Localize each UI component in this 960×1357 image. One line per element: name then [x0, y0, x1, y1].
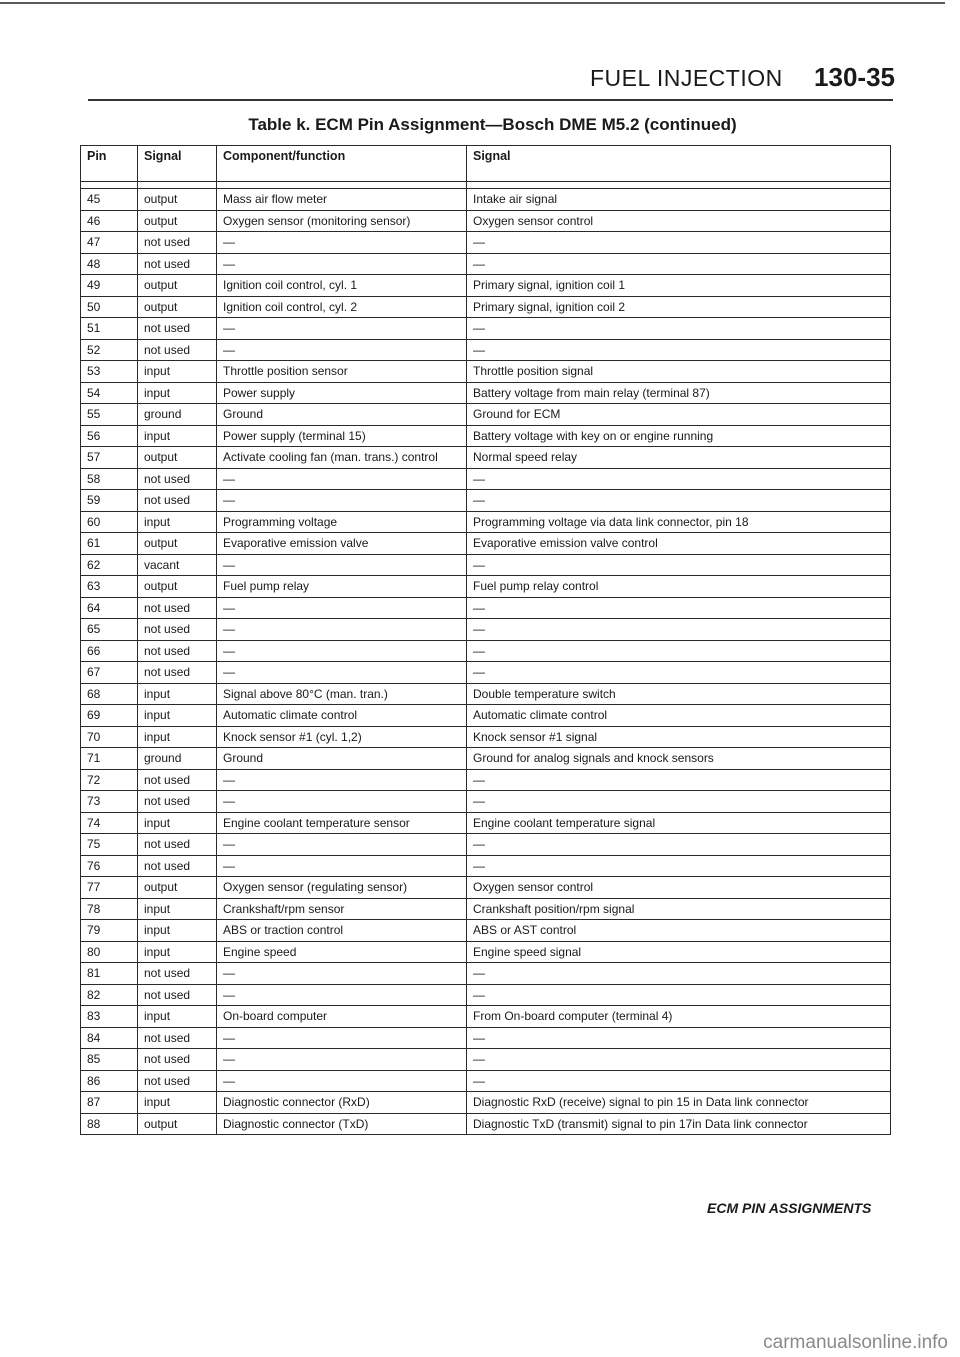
signal-type-cell: output — [138, 533, 217, 555]
table-row — [81, 748, 891, 770]
table-row — [81, 533, 891, 555]
signal-description-cell: — — [467, 1070, 891, 1092]
signal-type-cell: input — [138, 920, 217, 942]
signal-description-cell: Crankshaft position/rpm signal — [467, 898, 891, 920]
table-row — [81, 468, 891, 490]
component-cell: — — [217, 1049, 467, 1071]
signal-description-cell: — — [467, 339, 891, 361]
pin-cell: 71 — [81, 748, 138, 770]
table-row — [81, 963, 891, 985]
pin-cell: 64 — [81, 597, 138, 619]
signal-description-cell: — — [467, 1027, 891, 1049]
header-rule — [88, 99, 893, 101]
pin-cell: 59 — [81, 490, 138, 512]
component-cell: Ignition coil control, cyl. 1 — [217, 275, 467, 297]
component-cell: Fuel pump relay — [217, 576, 467, 598]
component-cell: Oxygen sensor (monitoring sensor) — [217, 210, 467, 232]
column-header-pin: Pin — [81, 146, 138, 182]
component-cell: — — [217, 318, 467, 340]
component-cell: — — [217, 791, 467, 813]
component-cell: Power supply (terminal 15) — [217, 425, 467, 447]
table-row — [81, 1027, 891, 1049]
component-cell: Automatic climate control — [217, 705, 467, 727]
signal-description-cell: Diagnostic RxD (receive) signal to pin 15 in Data link connector — [467, 1092, 891, 1114]
component-cell: Throttle position sensor — [217, 361, 467, 383]
signal-type-cell: input — [138, 425, 217, 447]
pin-cell: 69 — [81, 705, 138, 727]
signal-description-cell: Oxygen sensor control — [467, 877, 891, 899]
table-row — [81, 554, 891, 576]
section-title: FUEL INJECTION — [590, 65, 783, 91]
table-row — [81, 662, 891, 684]
component-cell: Signal above 80°C (man. tran.) — [217, 683, 467, 705]
signal-type-cell: input — [138, 812, 217, 834]
signal-type-cell: not used — [138, 318, 217, 340]
table-row — [81, 576, 891, 598]
signal-type-cell: not used — [138, 597, 217, 619]
component-cell: — — [217, 597, 467, 619]
signal-description-cell: Evaporative emission valve control — [467, 533, 891, 555]
signal-type-cell: not used — [138, 1027, 217, 1049]
pin-cell: 53 — [81, 361, 138, 383]
signal-description-cell: — — [467, 253, 891, 275]
component-cell: — — [217, 1070, 467, 1092]
signal-description-cell: — — [467, 769, 891, 791]
component-cell: Evaporative emission valve — [217, 533, 467, 555]
signal-type-cell: not used — [138, 468, 217, 490]
signal-type-cell: input — [138, 1092, 217, 1114]
component-cell: Crankshaft/rpm sensor — [217, 898, 467, 920]
signal-type-cell: not used — [138, 640, 217, 662]
component-cell: Engine coolant temperature sensor — [217, 812, 467, 834]
table-row — [81, 490, 891, 512]
signal-description-cell: — — [467, 468, 891, 490]
column-header-component: Component/function — [217, 146, 467, 182]
table-row — [81, 726, 891, 748]
signal-type-cell: input — [138, 1006, 217, 1028]
component-cell: — — [217, 640, 467, 662]
signal-type-cell: ground — [138, 748, 217, 770]
signal-description-cell: Primary signal, ignition coil 1 — [467, 275, 891, 297]
component-cell: — — [217, 619, 467, 641]
signal-type-cell: output — [138, 296, 217, 318]
component-cell: — — [217, 855, 467, 877]
signal-description-cell: From On-board computer (terminal 4) — [467, 1006, 891, 1028]
component-cell: Oxygen sensor (regulating sensor) — [217, 877, 467, 899]
table-row — [81, 834, 891, 856]
signal-description-cell: Diagnostic TxD (transmit) signal to pin 17in Data link connector — [467, 1113, 891, 1135]
pin-cell: 63 — [81, 576, 138, 598]
column-header-signal-description: Signal — [467, 146, 891, 182]
table-row — [81, 447, 891, 469]
component-cell: — — [217, 232, 467, 254]
signal-type-cell: output — [138, 1113, 217, 1135]
signal-type-cell: output — [138, 877, 217, 899]
signal-type-cell: not used — [138, 619, 217, 641]
signal-description-cell: Programming voltage via data link connector, pin 18 — [467, 511, 891, 533]
signal-type-cell: not used — [138, 253, 217, 275]
pin-cell: 85 — [81, 1049, 138, 1071]
pin-cell: 84 — [81, 1027, 138, 1049]
signal-description-cell: Battery voltage with key on or engine running — [467, 425, 891, 447]
signal-type-cell: not used — [138, 490, 217, 512]
signal-type-cell: input — [138, 726, 217, 748]
signal-description-cell: — — [467, 855, 891, 877]
signal-description-cell: Engine coolant temperature signal — [467, 812, 891, 834]
table-row — [81, 232, 891, 254]
watermark: carmanualsonline.info — [763, 1332, 948, 1353]
signal-type-cell: not used — [138, 834, 217, 856]
signal-description-cell: Ground for ECM — [467, 404, 891, 426]
top-rule — [0, 2, 945, 4]
component-cell: — — [217, 963, 467, 985]
component-cell: Ignition coil control, cyl. 2 — [217, 296, 467, 318]
component-cell: — — [217, 253, 467, 275]
table-row — [81, 877, 891, 899]
component-cell: Knock sensor #1 (cyl. 1,2) — [217, 726, 467, 748]
signal-description-cell: — — [467, 554, 891, 576]
column-header-signal: Signal — [138, 146, 217, 182]
component-cell: Diagnostic connector (RxD) — [217, 1092, 467, 1114]
pin-cell: 72 — [81, 769, 138, 791]
table-row — [81, 425, 891, 447]
signal-type-cell: not used — [138, 1070, 217, 1092]
table-row — [81, 920, 891, 942]
signal-description-cell: — — [467, 318, 891, 340]
signal-type-cell: output — [138, 189, 217, 211]
signal-type-cell: input — [138, 382, 217, 404]
pin-cell: 55 — [81, 404, 138, 426]
pin-cell: 75 — [81, 834, 138, 856]
table-row — [81, 275, 891, 297]
pin-cell: 51 — [81, 318, 138, 340]
table-row — [81, 683, 891, 705]
signal-type-cell: not used — [138, 855, 217, 877]
component-cell: — — [217, 769, 467, 791]
component-cell: Ground — [217, 404, 467, 426]
signal-description-cell: Ground for analog signals and knock sensors — [467, 748, 891, 770]
signal-description-cell: Intake air signal — [467, 189, 891, 211]
footer-label: ECM PIN ASSIGNMENTS — [707, 1200, 872, 1216]
table-spacer-row — [81, 182, 891, 189]
signal-description-cell: — — [467, 1049, 891, 1071]
component-cell: Mass air flow meter — [217, 189, 467, 211]
table-row — [81, 619, 891, 641]
table-header-row — [81, 146, 891, 182]
page-number: 130-35 — [814, 62, 895, 92]
pin-cell: 58 — [81, 468, 138, 490]
spacer-cell — [138, 182, 217, 189]
signal-type-cell: not used — [138, 232, 217, 254]
table-row — [81, 296, 891, 318]
signal-description-cell: ABS or AST control — [467, 920, 891, 942]
table-row — [81, 941, 891, 963]
pin-cell: 68 — [81, 683, 138, 705]
pin-cell: 76 — [81, 855, 138, 877]
pin-cell: 65 — [81, 619, 138, 641]
table-row — [81, 791, 891, 813]
component-cell: — — [217, 468, 467, 490]
pin-cell: 86 — [81, 1070, 138, 1092]
signal-description-cell: Battery voltage from main relay (terminal 87) — [467, 382, 891, 404]
table-row — [81, 855, 891, 877]
table-row — [81, 382, 891, 404]
component-cell: — — [217, 662, 467, 684]
pin-cell: 57 — [81, 447, 138, 469]
signal-description-cell: — — [467, 984, 891, 1006]
component-cell: — — [217, 554, 467, 576]
table-row — [81, 1049, 891, 1071]
component-cell: Activate cooling fan (man. trans.) control — [217, 447, 467, 469]
pin-cell: 56 — [81, 425, 138, 447]
component-cell: Power supply — [217, 382, 467, 404]
signal-description-cell: — — [467, 490, 891, 512]
pin-cell: 87 — [81, 1092, 138, 1114]
signal-type-cell: input — [138, 705, 217, 727]
signal-description-cell: Automatic climate control — [467, 705, 891, 727]
signal-type-cell: not used — [138, 791, 217, 813]
pin-cell: 54 — [81, 382, 138, 404]
signal-type-cell: output — [138, 210, 217, 232]
signal-type-cell: output — [138, 275, 217, 297]
table-row — [81, 1070, 891, 1092]
signal-type-cell: vacant — [138, 554, 217, 576]
spacer-cell — [217, 182, 467, 189]
table-row — [81, 210, 891, 232]
component-cell: On-board computer — [217, 1006, 467, 1028]
component-cell: — — [217, 984, 467, 1006]
table-row — [81, 984, 891, 1006]
signal-description-cell: Double temperature switch — [467, 683, 891, 705]
signal-type-cell: input — [138, 941, 217, 963]
table-title: Table k. ECM Pin Assignment—Bosch DME M5.2 (continued) — [248, 115, 737, 134]
table-row — [81, 597, 891, 619]
pin-cell: 50 — [81, 296, 138, 318]
signal-type-cell: input — [138, 511, 217, 533]
pin-cell: 81 — [81, 963, 138, 985]
pin-cell: 83 — [81, 1006, 138, 1028]
signal-description-cell: Oxygen sensor control — [467, 210, 891, 232]
signal-type-cell: not used — [138, 963, 217, 985]
signal-description-cell: Throttle position signal — [467, 361, 891, 383]
signal-description-cell: — — [467, 963, 891, 985]
signal-description-cell: — — [467, 834, 891, 856]
table-row — [81, 898, 891, 920]
signal-type-cell: output — [138, 576, 217, 598]
pin-cell: 73 — [81, 791, 138, 813]
signal-description-cell: — — [467, 662, 891, 684]
pin-cell: 70 — [81, 726, 138, 748]
pin-cell: 79 — [81, 920, 138, 942]
table-row — [81, 189, 891, 211]
pin-cell: 78 — [81, 898, 138, 920]
signal-type-cell: input — [138, 683, 217, 705]
signal-type-cell: not used — [138, 769, 217, 791]
component-cell: — — [217, 339, 467, 361]
table-row — [81, 705, 891, 727]
pin-cell: 66 — [81, 640, 138, 662]
signal-description-cell: Primary signal, ignition coil 2 — [467, 296, 891, 318]
pin-cell: 62 — [81, 554, 138, 576]
page-header — [590, 62, 895, 98]
table-row — [81, 361, 891, 383]
component-cell: — — [217, 834, 467, 856]
pin-cell: 61 — [81, 533, 138, 555]
table-row — [81, 253, 891, 275]
signal-type-cell: not used — [138, 339, 217, 361]
signal-description-cell: Engine speed signal — [467, 941, 891, 963]
table-row — [81, 511, 891, 533]
signal-description-cell: Knock sensor #1 signal — [467, 726, 891, 748]
pin-cell: 47 — [81, 232, 138, 254]
component-cell: Programming voltage — [217, 511, 467, 533]
signal-type-cell: input — [138, 898, 217, 920]
signal-description-cell: — — [467, 791, 891, 813]
signal-description-cell: Fuel pump relay control — [467, 576, 891, 598]
component-cell: Diagnostic connector (TxD) — [217, 1113, 467, 1135]
table-body — [81, 182, 891, 1135]
pin-cell: 80 — [81, 941, 138, 963]
signal-description-cell: — — [467, 232, 891, 254]
pin-cell: 74 — [81, 812, 138, 834]
pin-cell: 45 — [81, 189, 138, 211]
component-cell: — — [217, 490, 467, 512]
signal-type-cell: not used — [138, 984, 217, 1006]
table-row — [81, 640, 891, 662]
signal-type-cell: input — [138, 361, 217, 383]
pin-cell: 88 — [81, 1113, 138, 1135]
signal-type-cell: not used — [138, 1049, 217, 1071]
pin-cell: 48 — [81, 253, 138, 275]
table-row — [81, 1006, 891, 1028]
pin-cell: 46 — [81, 210, 138, 232]
table-row — [81, 1113, 891, 1135]
pin-cell: 60 — [81, 511, 138, 533]
signal-description-cell: — — [467, 640, 891, 662]
table-row — [81, 318, 891, 340]
pin-cell: 82 — [81, 984, 138, 1006]
table-row — [81, 769, 891, 791]
pin-cell: 77 — [81, 877, 138, 899]
component-cell: Ground — [217, 748, 467, 770]
component-cell: Engine speed — [217, 941, 467, 963]
pin-cell: 52 — [81, 339, 138, 361]
table-row — [81, 339, 891, 361]
pin-cell: 67 — [81, 662, 138, 684]
table-row — [81, 1092, 891, 1114]
ecm-pin-table — [80, 145, 891, 1135]
spacer-cell — [81, 182, 138, 189]
spacer-cell — [467, 182, 891, 189]
signal-description-cell: — — [467, 597, 891, 619]
component-cell: — — [217, 1027, 467, 1049]
signal-description-cell: — — [467, 619, 891, 641]
pin-cell: 49 — [81, 275, 138, 297]
table-row — [81, 812, 891, 834]
table-row — [81, 404, 891, 426]
signal-description-cell: Normal speed relay — [467, 447, 891, 469]
signal-type-cell: output — [138, 447, 217, 469]
signal-type-cell: not used — [138, 662, 217, 684]
component-cell: ABS or traction control — [217, 920, 467, 942]
signal-type-cell: ground — [138, 404, 217, 426]
